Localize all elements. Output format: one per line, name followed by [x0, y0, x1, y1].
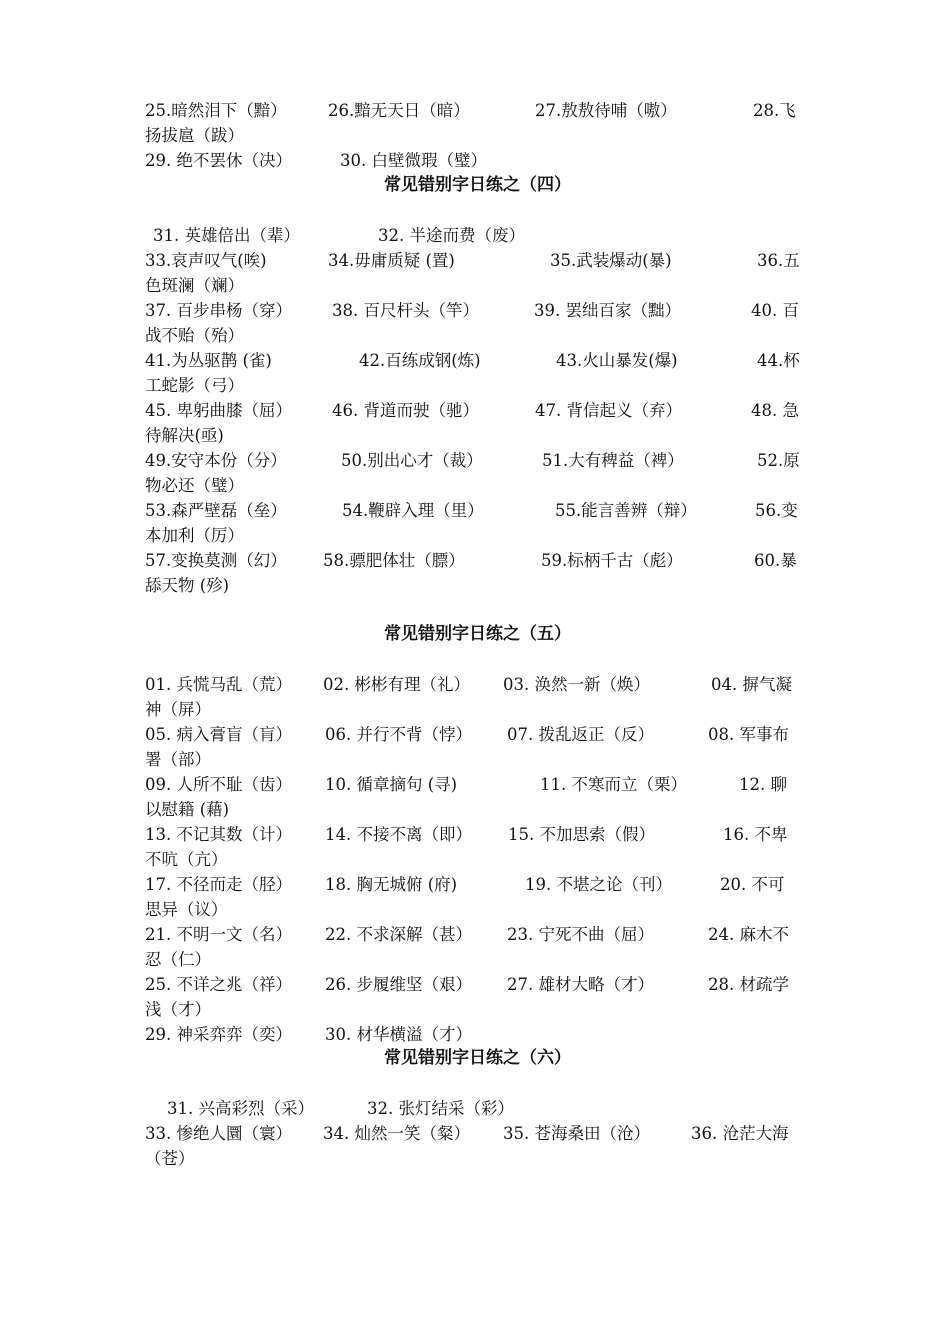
item-text: 51.大有稗益（裨）: [542, 451, 684, 470]
item-text: 31. 英雄倍出（辈）: [153, 226, 300, 245]
item-text: 20. 不可: [720, 875, 785, 894]
text-line: [145, 747, 815, 772]
text-line: [145, 972, 815, 997]
item-text: 01. 兵慌马乱（荒）: [145, 675, 292, 694]
item-text: 56.变: [755, 501, 798, 520]
text-line: [145, 922, 815, 947]
item-text: 41.为丛驱鹊 (雀): [145, 351, 272, 370]
section-heading: 常见错别字日练之（六）: [384, 1048, 571, 1068]
item-text: 色斑澜（斓）: [145, 276, 244, 295]
text-line: [145, 373, 815, 398]
item-text: 27.敖敖待哺（嗷）: [535, 101, 677, 120]
text-line: [145, 223, 815, 248]
item-text: 53.森严壁磊（垒）: [145, 501, 287, 520]
item-text: 29. 神采弈弈（奕）: [145, 1025, 292, 1044]
item-text: 工蛇影（弓）: [145, 376, 244, 395]
item-text: 26.黯无天日（暗）: [328, 101, 470, 120]
item-text: 浅（才）: [145, 1000, 211, 1019]
item-text: 34.毋庸质疑 (置): [328, 251, 455, 270]
text-line: [145, 573, 815, 598]
text-line: [145, 148, 815, 173]
item-text: 07. 拨乱返正（反）: [507, 725, 654, 744]
item-text: 48. 急: [751, 401, 799, 420]
item-text: 忍（仁）: [145, 950, 211, 969]
text-line: [145, 448, 815, 473]
item-text: 22. 不求深解（甚）: [325, 925, 472, 944]
item-text: 08. 军事布: [708, 725, 789, 744]
section-heading: 常见错别字日练之（四）: [384, 175, 571, 195]
text-line: [145, 1022, 815, 1047]
item-text: 33.哀声叹气(唉): [145, 251, 267, 270]
item-text: 17. 不径而走（胫）: [145, 875, 292, 894]
item-text: 32. 张灯结采（彩）: [367, 1099, 514, 1118]
item-text: 34. 灿然一笑（粲）: [323, 1124, 470, 1143]
item-text: 29. 绝不罢休（决）: [145, 151, 292, 170]
item-text: 40. 百: [751, 301, 799, 320]
item-text: 物必还（璧）: [145, 476, 244, 495]
item-text: 神（屏）: [145, 700, 211, 719]
text-line: [145, 248, 815, 273]
item-text: 31. 兴高彩烈（采）: [167, 1099, 314, 1118]
text-line: [145, 523, 815, 548]
item-text: 09. 人所不耻（齿）: [145, 775, 292, 794]
text-line: [145, 398, 815, 423]
item-text: 43.火山暴发(爆): [556, 351, 678, 370]
item-text: 27. 雄材大略（才）: [507, 975, 654, 994]
item-text: 38. 百尺杆头（竿）: [332, 301, 479, 320]
item-text: 03. 涣然一新（焕）: [503, 675, 650, 694]
item-text: 战不贻（殆）: [145, 326, 244, 345]
text-line: [145, 897, 815, 922]
text-line: [145, 772, 815, 797]
item-text: 33. 惨绝人圜（寰）: [145, 1124, 292, 1143]
item-text: 10. 循章摘句 (寻): [325, 775, 458, 794]
item-text: 58.骠肥体壮（膘）: [323, 551, 465, 570]
item-text: 16. 不卑: [723, 825, 788, 844]
item-text: 28. 材疏学: [708, 975, 789, 994]
item-text: 06. 并行不背（悖）: [325, 725, 472, 744]
item-text: 23. 宁死不曲（屈）: [507, 925, 654, 944]
item-text: 19. 不堪之论（刊）: [525, 875, 672, 894]
text-line: [145, 348, 815, 373]
item-text: 11. 不寒而立（栗）: [540, 775, 687, 794]
text-line: [145, 672, 815, 697]
item-text: （苍）: [145, 1149, 195, 1168]
item-text: 署（部）: [145, 750, 211, 769]
item-text: 39. 罢绌百家（黜）: [534, 301, 681, 320]
text-line: [145, 697, 815, 722]
item-text: 45. 卑躬曲膝（屈）: [145, 401, 292, 420]
item-text: 60.暴: [754, 551, 797, 570]
item-text: 02. 彬彬有理（礼）: [323, 675, 470, 694]
item-text: 30. 白壁微瑕（璧）: [340, 151, 487, 170]
item-text: 36.五: [757, 251, 800, 270]
item-text: 30. 材华横溢（才）: [325, 1025, 472, 1044]
item-text: 14. 不接不离（即）: [325, 825, 472, 844]
text-line: [145, 548, 815, 573]
item-text: 以慰籍 (藉): [145, 800, 230, 819]
text-line: [145, 273, 815, 298]
text-line: [145, 722, 815, 747]
item-text: 35. 苍海桑田（沧）: [503, 1124, 650, 1143]
item-text: 59.标柄千古（彪）: [541, 551, 683, 570]
item-text: 26. 步履维坚（艰）: [325, 975, 472, 994]
item-text: 05. 病入膏盲（肓）: [145, 725, 292, 744]
item-text: 49.安守本份（分）: [145, 451, 287, 470]
text-line: [145, 298, 815, 323]
item-text: 35.武装爆动(暴): [550, 251, 672, 270]
text-line: [145, 123, 815, 148]
item-text: 本加利（厉）: [145, 526, 244, 545]
item-text: 18. 胸无城俯 (府): [325, 875, 458, 894]
text-line: [145, 473, 815, 498]
item-text: 57.变换莫测（幻）: [145, 551, 287, 570]
text-line: [145, 947, 815, 972]
text-line: [145, 498, 815, 523]
item-text: 54.鞭辟入理（里）: [342, 501, 484, 520]
item-text: 12. 聊: [739, 775, 787, 794]
item-text: 13. 不记其数（计）: [145, 825, 292, 844]
text-line: [145, 847, 815, 872]
item-text: 15. 不加思索（假）: [508, 825, 655, 844]
text-line: [145, 822, 815, 847]
text-line: [145, 997, 815, 1022]
item-text: 55.能言善辨（辩）: [555, 501, 697, 520]
item-text: 37. 百步串杨（穿）: [145, 301, 292, 320]
item-text: 36. 沧茫大海: [691, 1124, 789, 1143]
text-line: [145, 323, 815, 348]
item-text: 50.别出心才（裁）: [341, 451, 483, 470]
text-line: [145, 797, 815, 822]
item-text: 25.暗然泪下（黯）: [145, 101, 287, 120]
item-text: 47. 背信起义（弃）: [535, 401, 682, 420]
item-text: 04. 摒气凝: [711, 675, 792, 694]
item-text: 24. 麻木不: [708, 925, 789, 944]
item-text: 32. 半途而费（废）: [378, 226, 525, 245]
item-text: 44.杯: [757, 351, 800, 370]
item-text: 舔天物 (殄): [145, 576, 230, 595]
text-line: [145, 872, 815, 897]
text-line: [145, 1146, 815, 1171]
item-text: 扬拔扈（跋）: [145, 126, 244, 145]
item-text: 待解决(亟): [145, 426, 224, 445]
item-text: 28.飞: [753, 101, 796, 120]
text-line: [145, 1121, 815, 1146]
text-line: [145, 98, 815, 123]
text-line: [145, 423, 815, 448]
section-heading: 常见错别字日练之（五）: [384, 624, 571, 644]
item-text: 不吭（亢）: [145, 850, 228, 869]
text-line: [145, 1096, 815, 1121]
item-text: 42.百练成钢(炼): [359, 351, 481, 370]
item-text: 25. 不详之兆（祥）: [145, 975, 292, 994]
item-text: 21. 不明一文（名）: [145, 925, 292, 944]
item-text: 思异（议）: [145, 900, 228, 919]
item-text: 52.原: [757, 451, 800, 470]
item-text: 46. 背道而驶（驰）: [332, 401, 479, 420]
